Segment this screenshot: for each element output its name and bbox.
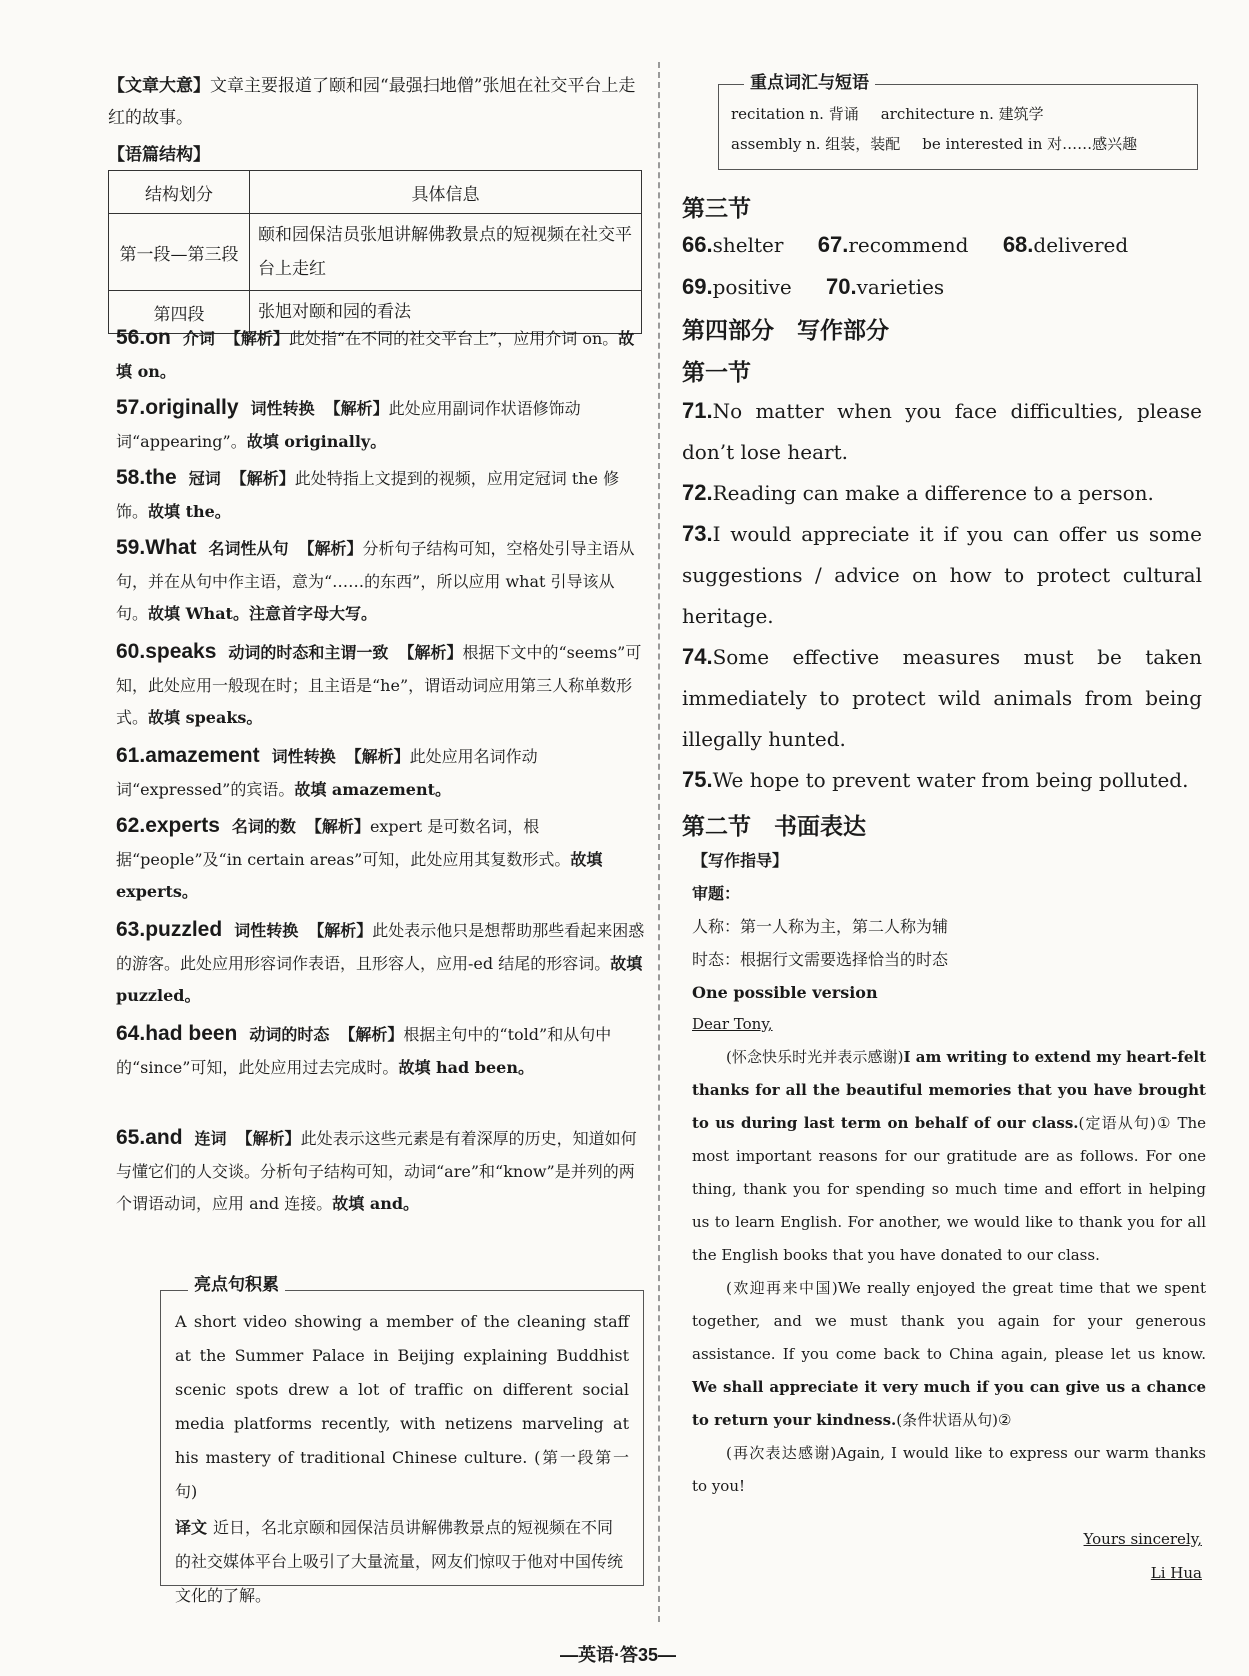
table-cell-part: 第一段—第三段 — [109, 214, 250, 291]
section-heading: 第一节 — [682, 359, 751, 385]
answer-fill: 故填 on。 — [116, 329, 635, 381]
section-heading: 第二节 书面表达 — [682, 813, 866, 839]
answer-fill: 故填 What。注意首字母大写。 — [148, 604, 377, 623]
answer-number: 57.originally — [116, 396, 239, 419]
answer-text: 根据下文中的“seems”可知，此处应用一般现在时；且主语是“he”，谓语动词应用第三人称单数形式。 — [116, 643, 642, 727]
answer-item — [116, 740, 646, 806]
part-heading: 第四部分 写作部分 — [682, 317, 889, 343]
table-header-info: 具体信息 — [250, 171, 642, 214]
answer-item — [116, 462, 646, 528]
answer-fill: 故填 experts。 — [116, 850, 603, 901]
translation-answer: 72.Reading can make a difference to a person. — [682, 480, 1154, 505]
answer-type: 词性转换 — [250, 401, 315, 418]
article-summary — [108, 70, 648, 134]
analysis-tag: 【解析】 — [224, 329, 289, 348]
answer-text: expert 是可数名词，根据“people”及“in certain areas”可知，此处应用其复数形式。 — [116, 817, 571, 869]
answer-text: 此处应用副词作状语修饰动词“appearing”。 — [116, 399, 581, 451]
answer-text: 此处应用名词作动词“expressed”的宾语。 — [116, 747, 538, 799]
answer-number: 60.speaks — [116, 640, 217, 663]
translation-answer: 74.Some effective measures must be taken immediately to protect wild animals from being illegally hunted. — [682, 644, 1202, 751]
writing-guide — [692, 844, 1206, 1009]
answer-type: 介词 — [182, 331, 215, 348]
analysis-tag: 【解析】 — [230, 469, 295, 488]
letter-paragraph: (欢迎再来中国)We really enjoyed the great time that we spent together, and we must thank you again for your generous assistance. If you come back to China again, please let us know. We shall appreciate it very much if you can give us a chance to return your kindness.(条件状语从句)② — [692, 1279, 1206, 1429]
letter-paragraph: (再次表达感谢)Again, I would like to express our warm thanks to you! — [692, 1444, 1206, 1495]
letter-paragraph: (怀念快乐时光并表示感谢)I am writing to extend my heart-felt thanks for all the beautiful memories that you have brought to us during last term on behalf of our class.(定语从句)① The most important reasons for our gratitude are as follows. For one thing, thank you for spending so much time and effort in helping us to learn English. For another, we would like to thank you for all the English books that you have donated to our class. — [692, 1048, 1206, 1264]
table-cell-part: 第四段 — [109, 291, 250, 334]
answer-fill: 故填 puzzled。 — [116, 954, 643, 1005]
answer-type: 名词的数 — [231, 819, 296, 836]
word-answer-line — [682, 274, 972, 300]
answer-item — [116, 392, 646, 458]
page-footer: —英语·答35— — [560, 1645, 677, 1665]
answer-item — [116, 810, 646, 908]
answer-number: 59.What — [116, 536, 197, 559]
section-heading: 第三节 — [682, 195, 751, 221]
summary-text: 文章主要报道了颐和园“最强扫地僧”张旭在社交平台上走红的故事。 — [108, 76, 636, 128]
answer-text: 此处表示他只是想帮助那些看起来困惑的游客。此处应用形容词作表语，且形容人，应用-ed 结尾的形容词。 — [116, 921, 645, 973]
table-header-part: 结构划分 — [109, 171, 250, 214]
table-cell-info: 颐和园保洁员张旭讲解佛教景点的短视频在社交平台上走红 — [250, 214, 642, 291]
answer-item — [116, 636, 646, 734]
structure-label: 【语篇结构】 — [108, 145, 210, 165]
vocab-item: architecture n. 建筑学 — [880, 105, 1044, 123]
highlight-translation: 近日，名北京颐和园保洁员讲解佛教景点的短视频在不同的社交媒体平台上吸引了大量流量，网友们惊叹于他对中国传统文化的了解。 — [175, 1518, 624, 1605]
vocab-box — [718, 84, 1198, 170]
vocab-item: recitation n. 背诵 — [731, 105, 859, 123]
analysis-tag: 【解析】 — [324, 399, 389, 418]
letter-closing: Yours sincerely, — [1083, 1530, 1202, 1548]
answer-text: 分析句子结构可知，空格处引导主语从句，并在从句中作主语，意为“……的东西”，所以应用 what 引导该从句。 — [116, 539, 635, 623]
answer-fill: 故填 and。 — [332, 1194, 420, 1213]
answer-item — [116, 1122, 646, 1220]
answer-text: 根据主句中的“told”和从句中的“since”可知，此处应用过去完成时。 — [116, 1025, 612, 1077]
answer-item — [116, 322, 646, 388]
answer-number: 63.puzzled — [116, 918, 223, 941]
answer-item — [116, 532, 646, 630]
guide-title: 【写作指导】 — [692, 851, 789, 870]
analysis-tag: 【解析】 — [305, 817, 370, 836]
answer-type: 词性转换 — [234, 923, 299, 940]
word-answer: 70.varieties — [826, 274, 945, 299]
letter-salutation: Dear Tony, — [692, 1015, 773, 1033]
vocab-title: 重点词汇与短语 — [744, 68, 875, 93]
guide-tense: 时态：根据行文需要选择恰当的时态 — [692, 950, 949, 969]
highlight-translation-block — [175, 1511, 629, 1613]
answer-number: 56.on — [116, 326, 171, 349]
analysis-tag: 【解析】 — [236, 1129, 301, 1148]
analysis-tag: 【解析】 — [298, 539, 363, 558]
vocab-item: assembly n. 组装，装配 — [731, 135, 901, 153]
answer-text: 此处特指上文提到的视频，应用定冠词 the 修饰。 — [116, 469, 620, 521]
answer-type: 冠词 — [188, 471, 221, 488]
highlight-english: A short video showing a member of the cleaning staff at the Summer Palace in Beijing explaining Buddhist scenic spots drew a lot of traffic on different social media platforms recently, with netizens marveling at his mastery of traditional Chinese culture. (第一段第一句) — [175, 1312, 629, 1501]
analysis-tag: 【解析】 — [308, 921, 373, 940]
answer-type: 名词性从句 — [208, 541, 289, 558]
table-row — [109, 214, 642, 291]
answer-text: 此处表示这些元素是有着深厚的历史，知道如何与懂它们的人交谈。分析句子结构可知，动词“are”和“know”是并列的两个谓语动词，应用 and 连接。 — [116, 1129, 637, 1213]
word-answer: 66.shelter — [682, 232, 784, 257]
highlight-title: 亮点句积累 — [188, 1270, 285, 1295]
letter-signature: Li Hua — [1150, 1564, 1202, 1582]
answer-item — [116, 914, 646, 1012]
structure-table — [108, 170, 642, 334]
answer-number: 64.had been — [116, 1022, 238, 1045]
word-answer-line — [682, 232, 1156, 258]
vocab-row — [731, 129, 1185, 159]
vocab-item: be interested in 对……感兴趣 — [922, 135, 1138, 153]
answer-fill: 故填 originally。 — [246, 432, 387, 451]
sample-letter — [692, 1008, 1206, 1503]
answer-item — [116, 1018, 646, 1084]
answer-fill: 故填 amazement。 — [294, 780, 451, 799]
highlight-sentence-box — [160, 1290, 644, 1605]
translation-answer: 71.No matter when you face difficulties, please don’t lose heart. — [682, 398, 1202, 464]
translation-answer: 75.We hope to prevent water from being polluted. — [682, 767, 1189, 792]
answer-type: 连词 — [194, 1131, 227, 1148]
word-answer: 69.positive — [682, 274, 792, 299]
answer-type: 动词的时态 — [249, 1027, 330, 1044]
translation-answer: 73.I would appreciate it if you can offer us some suggestions / advice on how to protect cultural heritage. — [682, 521, 1202, 628]
answer-fill: 故填 speaks。 — [148, 708, 263, 727]
word-answer: 68.delivered — [1002, 232, 1129, 257]
answer-fill: 故填 had been。 — [398, 1058, 534, 1077]
guide-review: 审题： — [692, 884, 741, 903]
vocab-row — [731, 99, 1185, 129]
answer-type: 动词的时态和主谓一致 — [228, 645, 389, 662]
word-answer: 67.recommend — [817, 232, 969, 257]
guide-version: One possible version — [692, 983, 878, 1002]
answer-number: 58.the — [116, 466, 177, 489]
summary-tag: 【文章大意】 — [108, 76, 210, 96]
answer-number: 62.experts — [116, 814, 220, 837]
answer-number: 65.and — [116, 1126, 183, 1149]
column-divider — [658, 62, 660, 1622]
analysis-tag: 【解析】 — [345, 747, 410, 766]
table-cell-info: 张旭对颐和园的看法 — [250, 291, 642, 334]
answer-number: 61.amazement — [116, 744, 260, 767]
analysis-tag: 【解析】 — [339, 1025, 404, 1044]
analysis-tag: 【解析】 — [398, 643, 463, 662]
translation-tag: 译文 — [175, 1518, 208, 1537]
answer-text: 此处指“在不同的社交平台上”，应用介词 on。 — [288, 329, 619, 348]
answer-type: 词性转换 — [271, 749, 336, 766]
guide-person: 人称：第一人称为主，第二人称为辅 — [692, 917, 949, 936]
answer-fill: 故填 the。 — [148, 502, 231, 521]
